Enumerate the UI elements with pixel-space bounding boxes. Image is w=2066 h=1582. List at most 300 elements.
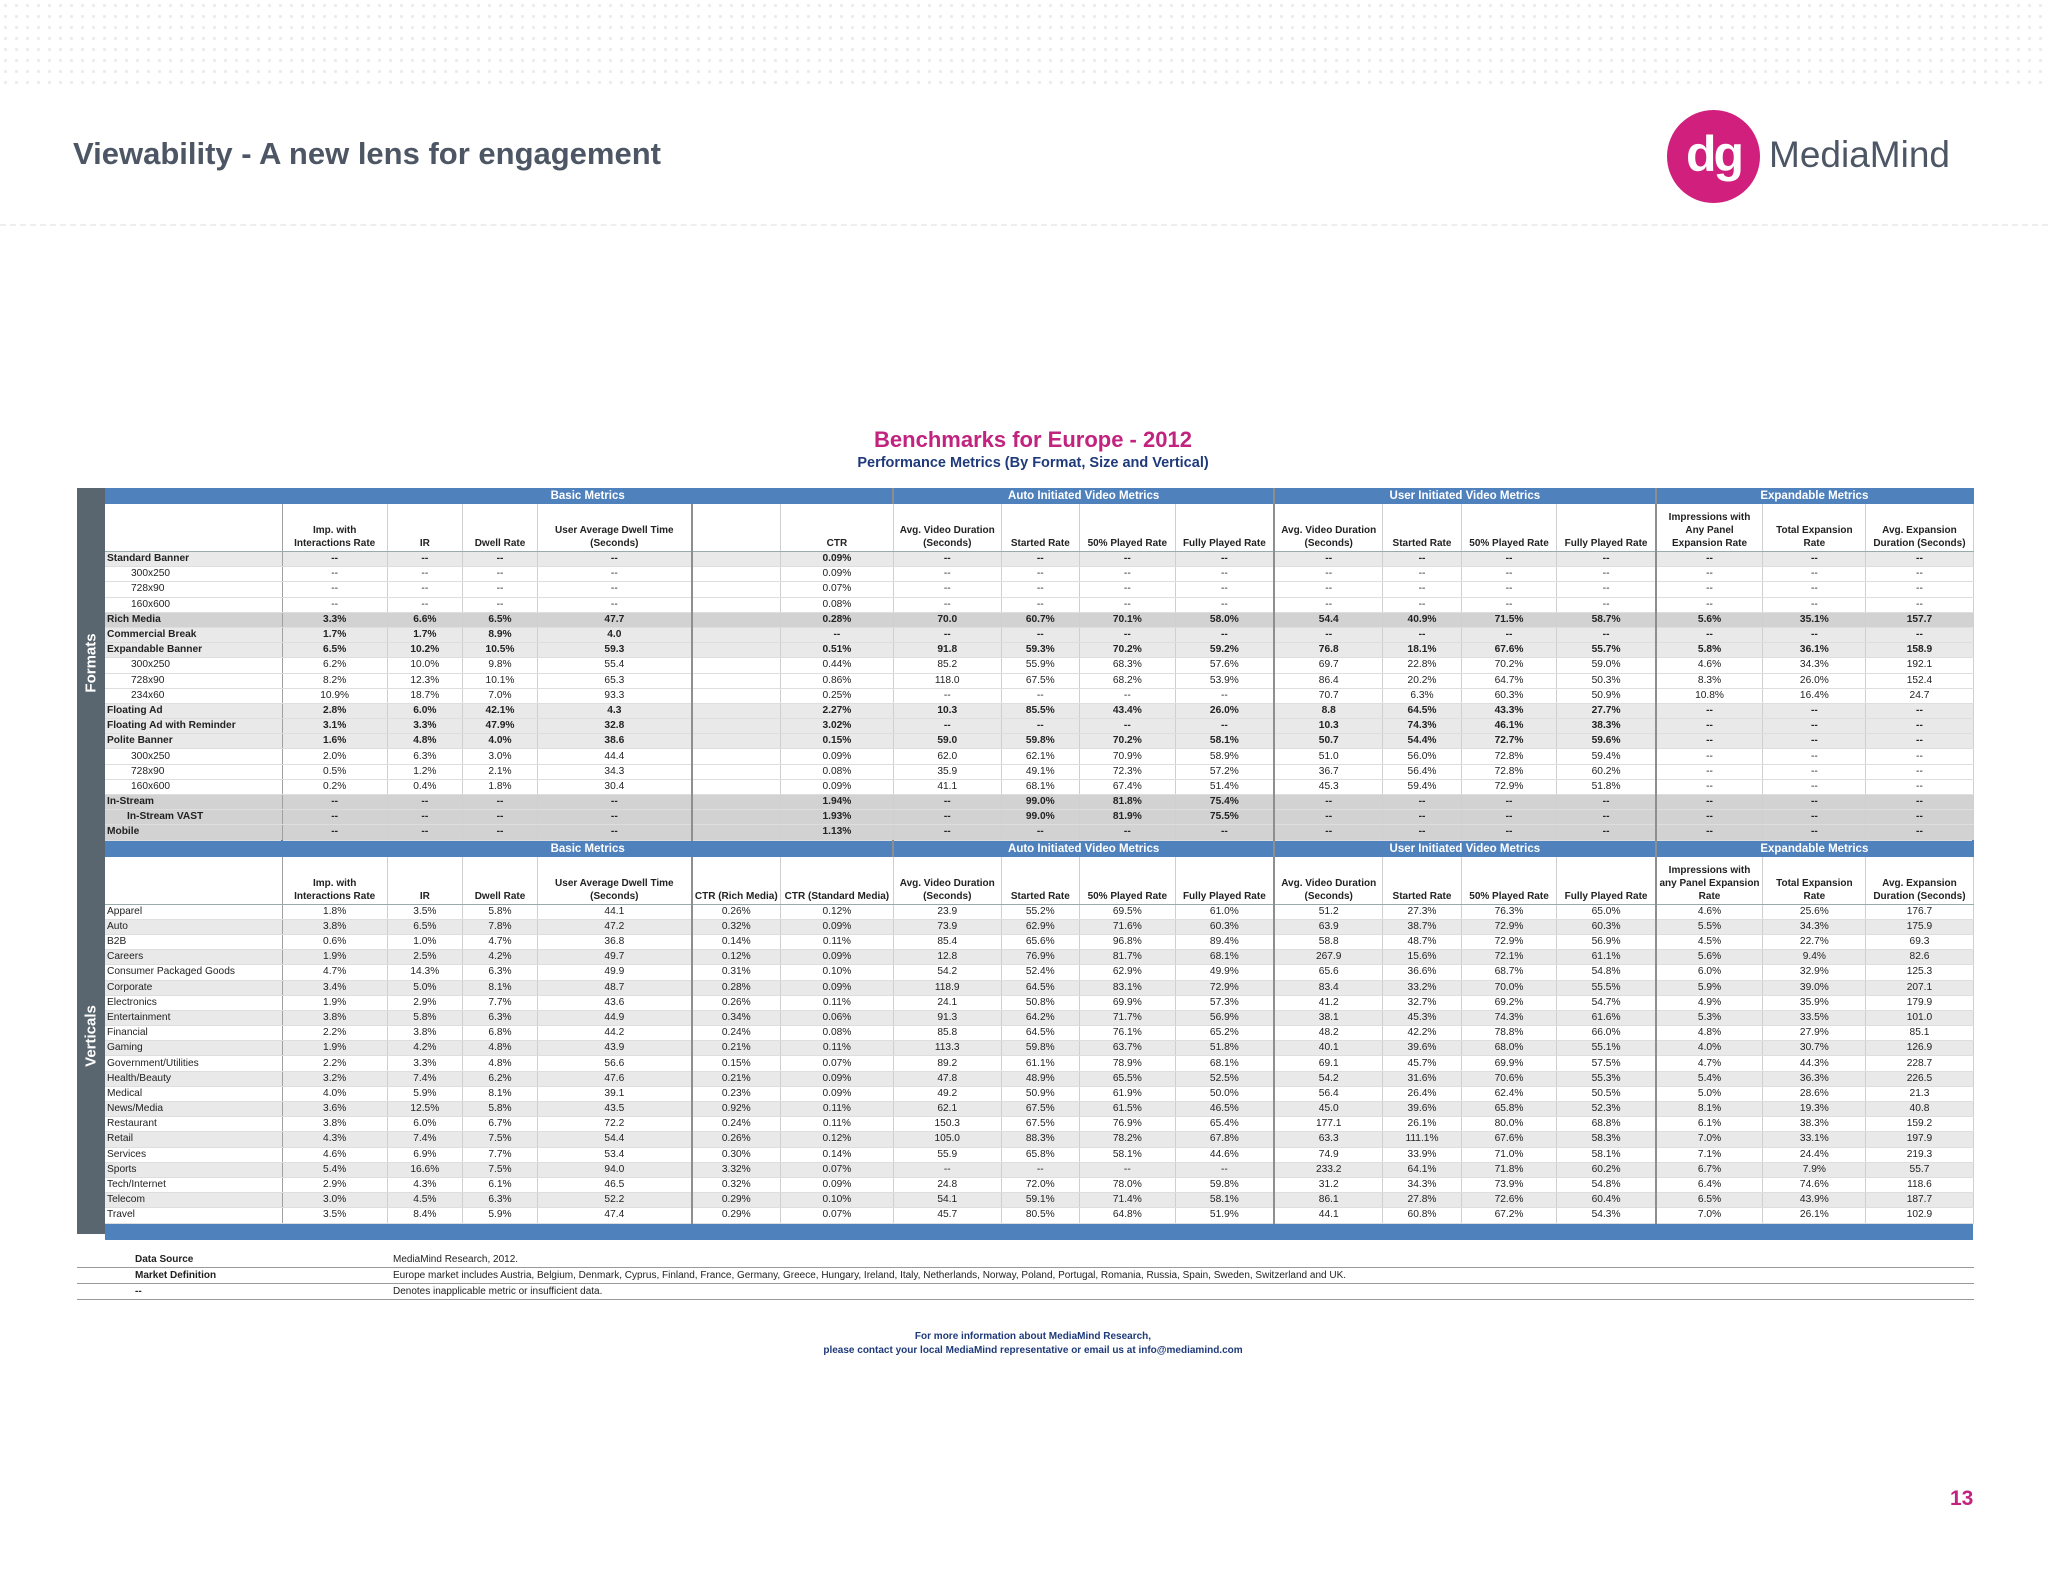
table-cell: 4.0 <box>538 627 692 642</box>
table-cell: 12.5% <box>387 1102 462 1117</box>
table-cell: 113.3 <box>893 1041 1001 1056</box>
metric-group-header: User Initiated Video Metrics <box>1274 840 1656 857</box>
table-cell: 0.10% <box>781 1193 894 1208</box>
table-cell: -- <box>1383 582 1461 597</box>
row-label: 728x90 <box>105 582 282 597</box>
table-cell: 16.6% <box>387 1162 462 1177</box>
table-cell: -- <box>893 1162 1001 1177</box>
table-cell: 125.3 <box>1866 965 1973 980</box>
row-label: Retail <box>105 1132 282 1147</box>
table-cell: 58.7% <box>1557 612 1656 627</box>
table-cell: 3.8% <box>387 1026 462 1041</box>
table-cell: 89.4% <box>1175 934 1274 949</box>
row-label: News/Media <box>105 1102 282 1117</box>
table-cell: 5.4% <box>1656 1071 1763 1086</box>
table-cell: 0.31% <box>692 965 781 980</box>
table-cell: 6.0% <box>1656 965 1763 980</box>
row-label: 300x250 <box>105 658 282 673</box>
table-cell: 69.7 <box>1274 658 1383 673</box>
table-cell: 4.6% <box>282 1147 387 1162</box>
table-cell: 81.8% <box>1079 795 1175 810</box>
table-cell: 54.8% <box>1557 1177 1656 1192</box>
metric-group-header: User Initiated Video Metrics <box>1274 488 1656 504</box>
row-label: Mobile <box>105 825 282 840</box>
table-cell: -- <box>1866 734 1973 749</box>
table-cell: 7.5% <box>462 1132 537 1147</box>
metric-group-header: Expandable Metrics <box>1656 840 1973 857</box>
table-cell: 72.1% <box>1461 950 1557 965</box>
table-cell: -- <box>1079 582 1175 597</box>
table-cell: 4.5% <box>1656 934 1763 949</box>
table-cell: 55.4 <box>538 658 692 673</box>
table-cell: -- <box>387 567 462 582</box>
table-cell: -- <box>1656 734 1763 749</box>
table-cell: 118.9 <box>893 980 1001 995</box>
page-number: 13 <box>1950 1487 1974 1510</box>
table-cell: 8.2% <box>282 673 387 688</box>
table-row <box>105 1162 1973 1177</box>
table-cell: 71.6% <box>1079 919 1175 934</box>
table-cell: 59.1% <box>1001 1193 1079 1208</box>
table-cell: 26.4% <box>1383 1086 1461 1101</box>
table-cell: 70.6% <box>1461 1071 1557 1086</box>
table-cell: 0.30% <box>692 1147 781 1162</box>
table-row <box>105 980 1973 995</box>
table-cell: -- <box>1079 825 1175 840</box>
verticals-section-label: Verticals <box>82 1005 100 1067</box>
table-cell: 54.4 <box>1274 612 1383 627</box>
table-cell: -- <box>1001 825 1079 840</box>
table-cell: 51.8% <box>1557 779 1656 794</box>
table-cell: -- <box>1274 567 1383 582</box>
table-cell: 60.8% <box>1383 1208 1461 1223</box>
table-cell: -- <box>462 582 537 597</box>
table-cell: 0.4% <box>387 779 462 794</box>
table-cell: 58.1% <box>1079 1147 1175 1162</box>
table-cell: -- <box>462 567 537 582</box>
table-cell: 6.4% <box>1656 1177 1763 1192</box>
table-cell <box>692 825 781 840</box>
table-cell: 76.9% <box>1079 1117 1175 1132</box>
table-cell: 46.5 <box>538 1177 692 1192</box>
table-row <box>105 779 1973 794</box>
table-cell: 55.1% <box>1557 1041 1656 1056</box>
table-cell: -- <box>1274 597 1383 612</box>
table-cell: 3.02% <box>781 719 894 734</box>
table-cell: 5.9% <box>1656 980 1763 995</box>
table-cell: 72.6% <box>1461 1193 1557 1208</box>
table-cell: 8.1% <box>1656 1102 1763 1117</box>
table-cell: 78.2% <box>1079 1132 1175 1147</box>
table-cell: 4.6% <box>1656 658 1763 673</box>
table-cell: -- <box>387 825 462 840</box>
table-cell: 0.14% <box>692 934 781 949</box>
column-header: Dwell Rate <box>462 857 537 905</box>
table-cell: 5.8% <box>462 1102 537 1117</box>
table-cell: -- <box>1274 627 1383 642</box>
table-cell: 6.0% <box>387 1117 462 1132</box>
table-cell: -- <box>893 719 1001 734</box>
row-label: 234x60 <box>105 688 282 703</box>
table-cell: -- <box>1557 795 1656 810</box>
header-divider <box>0 224 2048 226</box>
table-cell: -- <box>1763 749 1866 764</box>
table-cell <box>692 703 781 718</box>
table-cell: -- <box>893 552 1001 567</box>
table-cell: 69.5% <box>1079 904 1175 919</box>
table-cell: 15.6% <box>1383 950 1461 965</box>
row-label: Telecom <box>105 1193 282 1208</box>
table-cell: 75.4% <box>1175 795 1274 810</box>
table-cell: 72.9% <box>1461 919 1557 934</box>
table-cell: 45.3 <box>1274 779 1383 794</box>
table-cell <box>692 810 781 825</box>
table-cell: 34.3% <box>1763 919 1866 934</box>
table-cell: 7.8% <box>462 919 537 934</box>
table-cell: -- <box>1656 627 1763 642</box>
table-cell: 51.8% <box>1175 1041 1274 1056</box>
table-cell: -- <box>1383 810 1461 825</box>
table-cell: 9.4% <box>1763 950 1866 965</box>
table-cell: 0.21% <box>692 1041 781 1056</box>
row-label: Restaurant <box>105 1117 282 1132</box>
footnote-row <box>77 1284 1974 1300</box>
table-cell <box>692 627 781 642</box>
table-cell: 64.1% <box>1383 1162 1461 1177</box>
table-cell: 6.5% <box>1656 1193 1763 1208</box>
table-cell: 5.0% <box>1656 1086 1763 1101</box>
table-cell: 59.3 <box>538 643 692 658</box>
table-cell: 55.3% <box>1557 1071 1656 1086</box>
table-cell: -- <box>1079 567 1175 582</box>
table-cell: 28.6% <box>1763 1086 1866 1101</box>
table-cell: 44.2 <box>538 1026 692 1041</box>
table-cell: 197.9 <box>1866 1132 1973 1147</box>
table-cell: 58.3% <box>1557 1132 1656 1147</box>
table-cell: 64.5% <box>1001 980 1079 995</box>
table-cell: 45.3% <box>1383 1010 1461 1025</box>
table-cell: -- <box>1763 719 1866 734</box>
table-cell: 78.8% <box>1461 1026 1557 1041</box>
row-label: Gaming <box>105 1041 282 1056</box>
table-cell: 49.9 <box>538 965 692 980</box>
table-row <box>105 719 1973 734</box>
table-cell: 44.9 <box>538 1010 692 1025</box>
column-header-row <box>105 857 1973 905</box>
table-cell: 6.2% <box>282 658 387 673</box>
table-cell: -- <box>893 627 1001 642</box>
table-cell: 68.0% <box>1461 1041 1557 1056</box>
column-header: Started Rate <box>1001 857 1079 905</box>
table-cell <box>692 795 781 810</box>
table-cell: -- <box>1656 795 1763 810</box>
table-cell: 67.5% <box>1001 1117 1079 1132</box>
table-cell: -- <box>282 582 387 597</box>
table-cell: 68.1% <box>1175 950 1274 965</box>
verticals-sidebar <box>77 838 105 1234</box>
table-cell: 4.7% <box>1656 1056 1763 1071</box>
table-cell: 81.7% <box>1079 950 1175 965</box>
table-cell: 54.3% <box>1557 1208 1656 1223</box>
table-cell: -- <box>1175 582 1274 597</box>
table-cell: 24.4% <box>1763 1147 1866 1162</box>
table-cell: 0.09% <box>781 919 894 934</box>
table-cell: 38.3% <box>1763 1117 1866 1132</box>
table-cell: 74.9 <box>1274 1147 1383 1162</box>
table-cell: 27.9% <box>1763 1026 1866 1041</box>
table-row <box>105 673 1973 688</box>
table-cell: 6.2% <box>462 1071 537 1086</box>
table-cell: 53.9% <box>1175 673 1274 688</box>
table-cell: 85.8 <box>893 1026 1001 1041</box>
table-cell: -- <box>781 627 894 642</box>
table-cell: 64.2% <box>1001 1010 1079 1025</box>
table-row <box>105 658 1973 673</box>
table-cell: -- <box>893 825 1001 840</box>
table-cell: 83.4 <box>1274 980 1383 995</box>
table-cell: -- <box>282 795 387 810</box>
table-cell: 152.4 <box>1866 673 1973 688</box>
table-cell: -- <box>462 552 537 567</box>
table-cell: 0.09% <box>781 1086 894 1101</box>
table-cell: 3.3% <box>387 1056 462 1071</box>
table-cell: 2.2% <box>282 1026 387 1041</box>
table-cell: 33.9% <box>1383 1147 1461 1162</box>
table-cell: 102.9 <box>1866 1208 1973 1223</box>
table-cell: -- <box>1461 810 1557 825</box>
table-cell: -- <box>1656 779 1763 794</box>
table-cell: 0.09% <box>781 950 894 965</box>
table-cell: -- <box>1001 627 1079 642</box>
table-cell: 1.8% <box>462 779 537 794</box>
table-cell: -- <box>1079 597 1175 612</box>
table-cell: 51.4% <box>1175 779 1274 794</box>
table-cell: -- <box>282 810 387 825</box>
table-cell: 0.44% <box>781 658 894 673</box>
table-cell: -- <box>1866 764 1973 779</box>
table-cell: 3.8% <box>282 919 387 934</box>
table-cell: 61.6% <box>1557 1010 1656 1025</box>
table-cell: 67.4% <box>1079 779 1175 794</box>
column-header: Total Expansion Rate <box>1763 504 1866 552</box>
table-cell: 7.0% <box>1656 1132 1763 1147</box>
table-cell: 6.7% <box>462 1117 537 1132</box>
table-cell: 20.2% <box>1383 673 1461 688</box>
table-cell: 40.1 <box>1274 1041 1383 1056</box>
table-cell: -- <box>1557 825 1656 840</box>
table-cell: 5.8% <box>1656 643 1763 658</box>
table-cell: 6.1% <box>1656 1117 1763 1132</box>
table-cell: 6.3% <box>387 749 462 764</box>
table-cell: -- <box>1866 627 1973 642</box>
table-cell: -- <box>1175 627 1274 642</box>
table-cell: 0.08% <box>781 597 894 612</box>
table-cell: 63.9 <box>1274 919 1383 934</box>
metric-group-header: Basic Metrics <box>282 488 893 504</box>
table-cell: 94.0 <box>538 1162 692 1177</box>
column-header <box>105 504 282 552</box>
table-cell: 49.7 <box>538 950 692 965</box>
table-cell: 8.8 <box>1274 703 1383 718</box>
table-cell: 38.3% <box>1557 719 1656 734</box>
table-cell: 61.1% <box>1001 1056 1079 1071</box>
table-cell: 6.1% <box>462 1177 537 1192</box>
table-cell: 33.5% <box>1763 1010 1866 1025</box>
table-cell: 43.6 <box>538 995 692 1010</box>
table-cell: 65.6 <box>1274 965 1383 980</box>
table-row <box>105 688 1973 703</box>
table-cell: 0.12% <box>692 950 781 965</box>
table-cell: 4.8% <box>462 1056 537 1071</box>
table-cell: -- <box>1175 1162 1274 1177</box>
page-title: Viewability - A new lens for engagement <box>73 136 661 171</box>
table-cell: 6.3% <box>1383 688 1461 703</box>
row-label: Services <box>105 1147 282 1162</box>
table-cell: -- <box>1763 734 1866 749</box>
table-cell: 72.9% <box>1461 934 1557 949</box>
table-cell: -- <box>1866 810 1973 825</box>
table-cell: 50.8% <box>1001 995 1079 1010</box>
table-cell: 80.5% <box>1001 1208 1079 1223</box>
table-row <box>105 1086 1973 1101</box>
band-spacer <box>105 840 282 857</box>
table-cell: 55.7% <box>1557 643 1656 658</box>
table-cell: -- <box>1866 597 1973 612</box>
table-cell: -- <box>538 567 692 582</box>
table-cell: 26.1% <box>1383 1117 1461 1132</box>
table-cell <box>692 552 781 567</box>
table-cell: -- <box>1763 764 1866 779</box>
table-cell: -- <box>1557 582 1656 597</box>
table-cell: 72.3% <box>1079 764 1175 779</box>
row-label: Entertainment <box>105 1010 282 1025</box>
table-cell: 1.13% <box>781 825 894 840</box>
column-header: User Average Dwell Time (Seconds) <box>538 504 692 552</box>
table-cell: 47.7 <box>538 612 692 627</box>
table-cell: 0.10% <box>781 965 894 980</box>
column-header: Started Rate <box>1383 504 1461 552</box>
table-cell: 68.3% <box>1079 658 1175 673</box>
table-cell: 158.9 <box>1866 643 1973 658</box>
table-cell: -- <box>1461 627 1557 642</box>
table-cell: -- <box>893 688 1001 703</box>
table-cell: 55.7 <box>1866 1162 1973 1177</box>
table-cell: 60.4% <box>1557 1193 1656 1208</box>
row-label: Standard Banner <box>105 552 282 567</box>
table-cell: 19.3% <box>1763 1102 1866 1117</box>
table-cell: 70.7 <box>1274 688 1383 703</box>
table-cell: 65.6% <box>1001 934 1079 949</box>
table-cell: 6.3% <box>462 965 537 980</box>
row-label: Floating Ad with Reminder <box>105 719 282 734</box>
table-cell: 62.4% <box>1461 1086 1557 1101</box>
table-cell: -- <box>462 795 537 810</box>
table-cell: 62.0 <box>893 749 1001 764</box>
table-cell: -- <box>538 582 692 597</box>
table-cell: 39.6% <box>1383 1041 1461 1056</box>
table-cell: -- <box>893 795 1001 810</box>
band-spacer <box>105 488 282 504</box>
table-cell: -- <box>1866 703 1973 718</box>
table-cell: 86.1 <box>1274 1193 1383 1208</box>
column-header: IR <box>387 857 462 905</box>
table-cell: -- <box>282 825 387 840</box>
table-cell: 39.0% <box>1763 980 1866 995</box>
table-cell: 86.4 <box>1274 673 1383 688</box>
table-cell: -- <box>1001 582 1079 597</box>
table-cell: 30.4 <box>538 779 692 794</box>
table-row <box>105 1147 1973 1162</box>
table-cell: 2.5% <box>387 950 462 965</box>
table-cell: 52.3% <box>1557 1102 1656 1117</box>
table-cell: 42.2% <box>1383 1026 1461 1041</box>
row-label: Sports <box>105 1162 282 1177</box>
table-cell: -- <box>1001 567 1079 582</box>
column-header: Total Expansion Rate <box>1763 857 1866 905</box>
table-cell: 7.0% <box>1656 1208 1763 1223</box>
table-cell: 10.9% <box>282 688 387 703</box>
table-cell: -- <box>1461 552 1557 567</box>
table-row <box>105 904 1973 919</box>
table-footer-band <box>105 1223 1973 1240</box>
metric-group-header: Auto Initiated Video Metrics <box>893 840 1274 857</box>
table-cell: 65.8% <box>1001 1147 1079 1162</box>
table-cell: 57.3% <box>1175 995 1274 1010</box>
table-cell: 3.8% <box>282 1010 387 1025</box>
table-cell: 118.0 <box>893 673 1001 688</box>
table-cell: 192.1 <box>1866 658 1973 673</box>
table-cell: 3.8% <box>282 1117 387 1132</box>
table-cell: -- <box>1274 795 1383 810</box>
row-label: Corporate <box>105 980 282 995</box>
table-cell: 5.0% <box>387 980 462 995</box>
row-label: 160x600 <box>105 779 282 794</box>
table-cell: 43.4% <box>1079 703 1175 718</box>
table-cell: -- <box>1175 719 1274 734</box>
table-cell: 0.26% <box>692 904 781 919</box>
table-cell: 52.5% <box>1175 1071 1274 1086</box>
table-cell: 61.5% <box>1079 1102 1175 1117</box>
table-cell: 31.6% <box>1383 1071 1461 1086</box>
table-cell: -- <box>387 795 462 810</box>
table-cell: -- <box>1866 552 1973 567</box>
table-cell: 60.3% <box>1461 688 1557 703</box>
table-cell: 0.15% <box>692 1056 781 1071</box>
footnote-key: -- <box>135 1286 142 1297</box>
table-cell: 99.0% <box>1001 795 1079 810</box>
table-cell: -- <box>282 567 387 582</box>
table-cell <box>692 734 781 749</box>
table-cell: 3.0% <box>462 749 537 764</box>
table-cell: -- <box>1763 582 1866 597</box>
table-row <box>105 1056 1973 1071</box>
table-cell: 76.9% <box>1001 950 1079 965</box>
table-cell: 51.0 <box>1274 749 1383 764</box>
table-cell: 78.9% <box>1079 1056 1175 1071</box>
table-row <box>105 1026 1973 1041</box>
table-cell: 46.5% <box>1175 1102 1274 1117</box>
column-header: Started Rate <box>1383 857 1461 905</box>
table-cell: 91.3 <box>893 1010 1001 1025</box>
table-cell: 4.0% <box>1656 1041 1763 1056</box>
table-cell: -- <box>387 597 462 612</box>
table-cell: -- <box>1175 552 1274 567</box>
table-cell <box>692 673 781 688</box>
table-cell: -- <box>1763 552 1866 567</box>
table-cell: -- <box>1557 567 1656 582</box>
table-cell <box>692 612 781 627</box>
metric-group-header: Expandable Metrics <box>1656 488 1973 504</box>
